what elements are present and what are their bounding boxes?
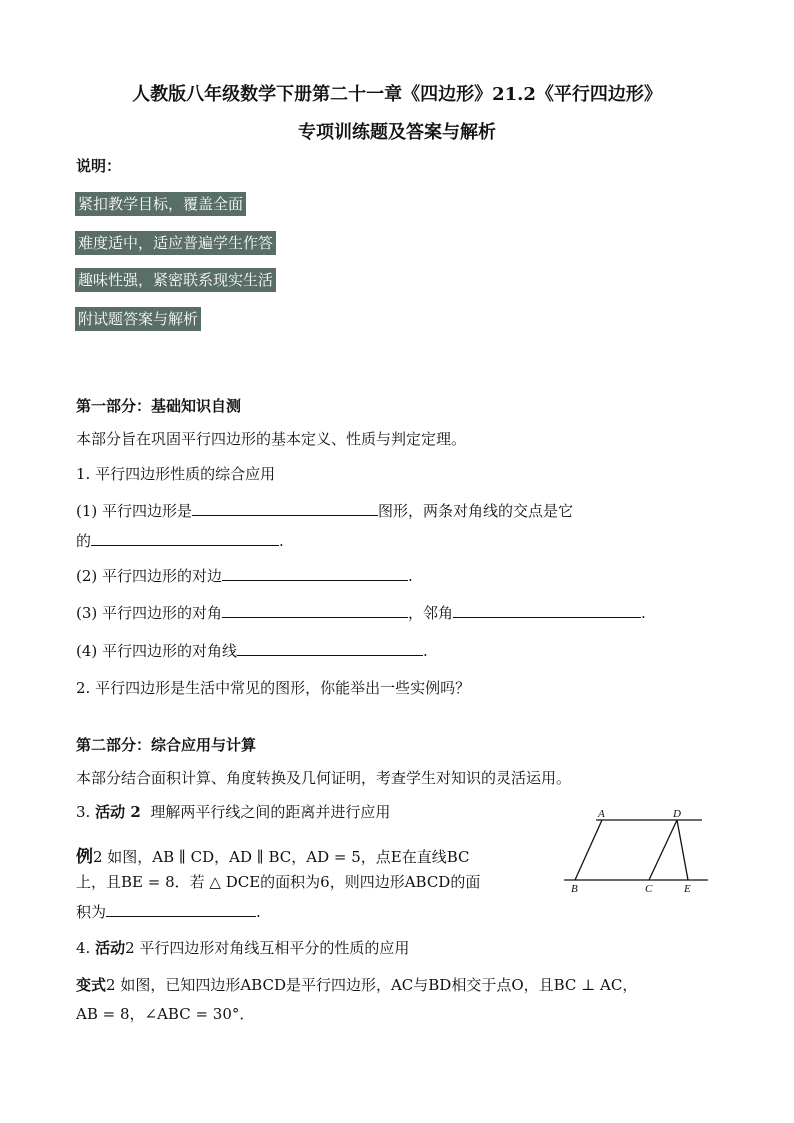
example-text-3b: . [256, 903, 261, 921]
question-1-4 [76, 640, 428, 661]
tag-difficulty: 难度适中，适应普遍学生作答 [75, 231, 276, 255]
answer-blank[interactable] [91, 531, 279, 546]
part1-heading: 第一部分：基础知识自测 [76, 397, 242, 415]
variant-line-2: AB = 8，∠ABC = 30°． [76, 1005, 255, 1023]
q3-topic: 理解两平行线之间的距离并进行应用 [150, 803, 391, 821]
question-1-1 [76, 500, 573, 521]
label-c: C [645, 883, 653, 895]
q1-1-text-a: (1) 平行四边形是 [76, 502, 193, 520]
q1-3-text-c: . [641, 604, 646, 622]
q4-number: 4. [76, 939, 91, 957]
variant-line-1 [76, 974, 637, 995]
question-2: 2. 平行四边形是生活中常见的图形，你能举出一些实例吗？ [76, 679, 471, 697]
q1-2-text-b: . [408, 567, 413, 585]
example-text-1: 2 如图，AB ∥ CD，AD ∥ BC，AD = 5，点E在直线BC [93, 848, 470, 866]
part2-desc: 本部分结合面积计算、角度转换及几何证明，考查学生对知识的灵活运用。 [76, 769, 572, 787]
part1-desc: 本部分旨在巩固平行四边形的基本定义、性质与判定定理。 [76, 430, 467, 448]
q1-1-text-d: . [279, 532, 284, 550]
label-a: A [598, 808, 605, 820]
q1-3-text-a: (3) 平行四边形的对角 [76, 604, 223, 622]
q1-2-text-a: (2) 平行四边形的对边 [76, 567, 223, 585]
answer-blank[interactable] [237, 641, 423, 656]
question-1-3 [76, 602, 646, 623]
variant-text-1: 2 如图，已知四边形ABCD是平行四边形，AC与BD相交于点O，且BC ⊥ AC， [106, 976, 638, 994]
answer-blank[interactable] [222, 566, 408, 581]
question-1-2 [76, 565, 413, 586]
q1-4-text-a: (4) 平行四边形的对角线 [76, 642, 238, 660]
q3-activity: 活动 2 [95, 803, 141, 821]
question-1-1-cont [76, 530, 284, 551]
q1-1-text-c: 的 [76, 532, 92, 550]
tag-coverage: 紧扣教学目标，覆盖全面 [75, 192, 246, 216]
label-d: D [673, 808, 681, 820]
q1-4-text-b: . [423, 642, 428, 660]
tag-interest: 趣味性强，紧密联系现实生活 [75, 268, 276, 292]
q3-number: 3. [76, 803, 91, 821]
answer-blank[interactable] [192, 501, 378, 516]
doc-title-line1: 人教版八年级数学下册第二十一章《四边形》21.2《平行四边形》 [132, 84, 662, 105]
example-label: 例 [76, 847, 93, 867]
label-e: E [684, 883, 691, 895]
question-3-title [76, 801, 390, 822]
label-b: B [571, 883, 578, 895]
q1-3-text-b: ，邻角 [408, 604, 454, 622]
example-line-2: 上，且BE = 8．若 △ DCE的面积为6，则四边形ABCD的面 [76, 873, 481, 891]
doc-title-line2: 专项训练题及答案与解析 [298, 122, 496, 143]
tag-answers: 附试题答案与解析 [75, 307, 201, 331]
q4-topic: 2 平行四边形对角线互相平分的性质的应用 [125, 939, 410, 957]
answer-blank[interactable] [106, 902, 256, 917]
q1-1-text-b: 图形，两条对角线的交点是它 [378, 502, 574, 520]
question-4-title [76, 937, 409, 958]
part2-heading: 第二部分：综合应用与计算 [76, 736, 257, 754]
variant-label: 变式 [76, 976, 107, 994]
question-1-title: 1. 平行四边形性质的综合应用 [76, 465, 276, 483]
example-text-3a: 积为 [76, 903, 107, 921]
intro-label: 说明： [76, 157, 122, 175]
example-line-3 [76, 901, 261, 922]
answer-blank[interactable] [222, 603, 408, 618]
parallelogram-figure [558, 806, 718, 896]
example-line-1 [76, 842, 469, 867]
answer-blank[interactable] [453, 603, 641, 618]
q4-activity: 活动 [95, 939, 126, 957]
